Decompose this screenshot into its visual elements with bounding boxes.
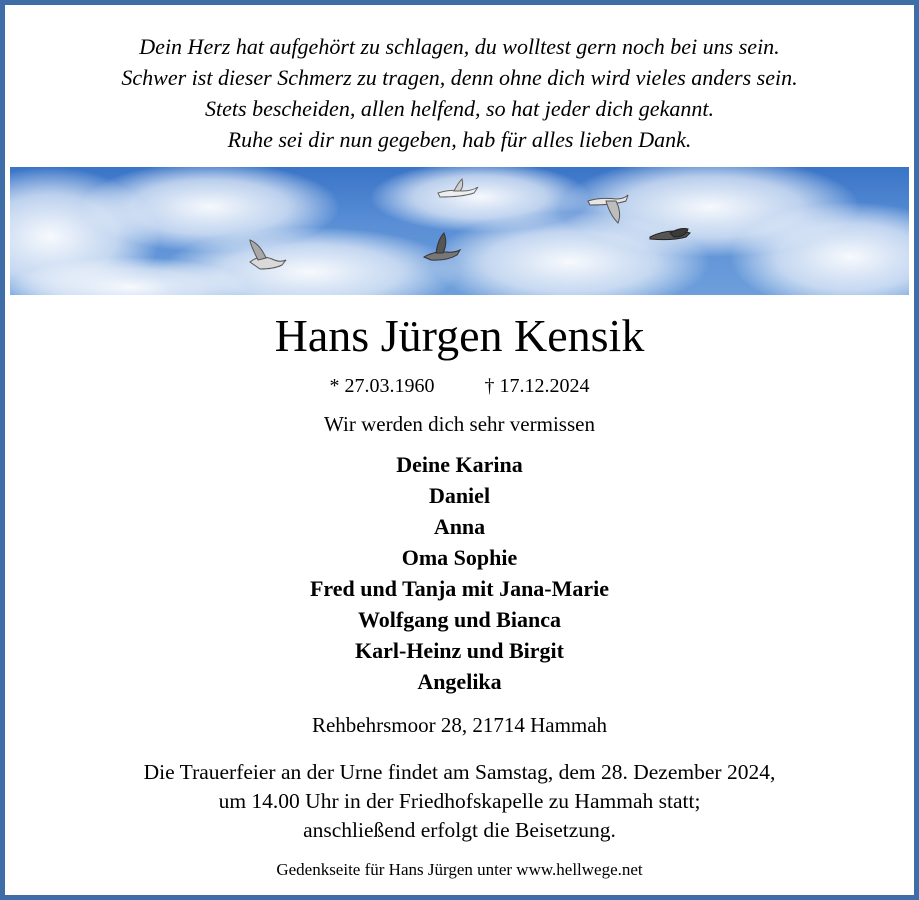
- mourner-name: Oma Sophie: [401, 545, 518, 570]
- mourner-name: Deine Karina: [396, 452, 523, 477]
- mourner-name: Fred und Tanja mit Jana-Marie: [309, 576, 610, 601]
- birth-date: * 27.03.1960: [329, 375, 435, 397]
- mourner-name: Karl-Heinz und Birgit: [355, 638, 564, 663]
- life-dates: [10, 373, 909, 399]
- poem-line: Stets bescheiden, allen helfend, so hat jeder dich gekannt.: [205, 96, 714, 121]
- memorial-poem: [10, 31, 909, 155]
- memorial-page-link[interactable]: Gedenkseite für Hans Jürgen unter www.hellwege.net: [276, 860, 643, 879]
- poem-line: Ruhe sei dir nun gegeben, hab für alles lieben Dank.: [227, 127, 692, 152]
- death-date: † 17.12.2024: [484, 375, 590, 397]
- funeral-notice: [10, 758, 909, 845]
- funeral-notice-line: um 14.00 Uhr in der Friedhofskapelle zu Hammah statt;: [218, 789, 701, 813]
- doves-in-sky-image: [10, 167, 909, 295]
- poem-line: Schwer ist dieser Schmerz zu tragen, denn ohne dich wird vieles anders sein.: [121, 65, 798, 90]
- mourner-name: Daniel: [428, 483, 491, 508]
- poem-line: Dein Herz hat aufgehört zu schlagen, du wolltest gern noch bei uns sein.: [139, 34, 780, 59]
- miss-line: Wir werden dich sehr vermissen: [324, 412, 595, 436]
- mourning-address: Rehbehrsmoor 28, 21714 Hammah: [311, 713, 608, 737]
- mourners-list: [10, 449, 909, 697]
- funeral-notice-line: anschließend erfolgt die Beisetzung.: [303, 818, 616, 842]
- mourner-name: Anna: [433, 514, 486, 539]
- mourner-name: Wolfgang und Bianca: [358, 607, 561, 632]
- funeral-notice-line: Die Trauerfeier an der Urne findet am Samstag, dem 28. Dezember 2024,: [143, 760, 776, 784]
- mourner-name: Angelika: [417, 669, 502, 694]
- deceased-name: Hans Jürgen Kensik: [274, 310, 645, 361]
